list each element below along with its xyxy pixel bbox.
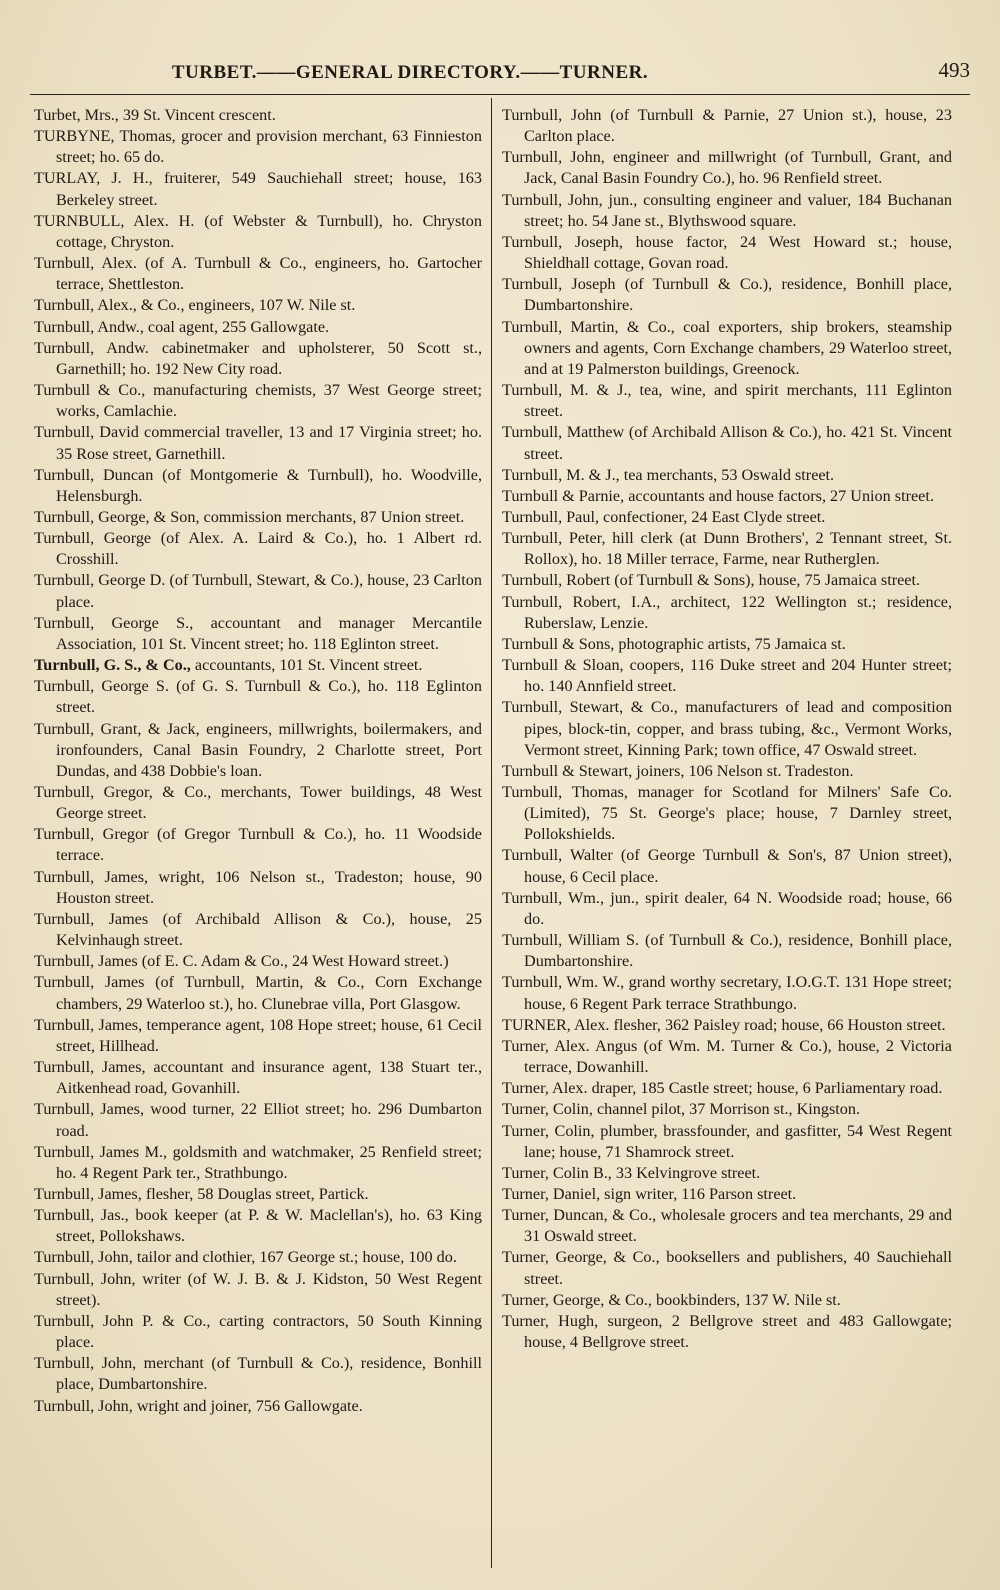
entry-text: Turnbull, James, wood turner, 22 Elliot street; ho. 296 Dumbarton road. — [34, 1100, 482, 1140]
directory-entry — [502, 190, 952, 232]
entry-text: Turnbull, Stewart, & Co., manufacturers of lead and composition pipes, block-tin, copper, and brass tubing, &c., Vermont Works, Vermont street, Kinning Park; town office, 47 Oswald street. — [502, 698, 952, 759]
directory-entry — [34, 168, 482, 210]
directory-entry — [34, 1099, 482, 1141]
directory-entry — [34, 951, 482, 972]
directory-entry — [34, 1184, 482, 1205]
entry-text: Turnbull, James (of Archibald Allison & Co.), house, 25 Kelvinhaugh street. — [34, 909, 482, 950]
entry-text: Turnbull, Wm. W., grand worthy secretary, I.O.G.T. 131 Hope street; house, 6 Regent Park terrace Strathbungo. — [502, 973, 952, 1013]
directory-entry — [502, 147, 952, 189]
entry-text: Turnbull, John, engineer and millwright (of Turnbull, Grant, and Jack, Canal Basin Foundry Co.), ho. 96 Renfield street. — [502, 148, 952, 188]
entry-text: accountants, 101 St. Vincent street. — [190, 656, 423, 675]
entry-text: Turnbull, Gregor (of Gregor Turnbull & Co.), ho. 11 Woodside terrace. — [34, 825, 482, 865]
entry-text: TURBYNE, Thomas, grocer and provision merchant, 63 Finnieston street; ho. 65 do. — [34, 127, 482, 167]
entry-text: Turnbull, Robert (of Turnbull & Sons), house, 75 Jamaica street. — [502, 571, 921, 590]
directory-entry — [502, 782, 952, 845]
directory-entry — [502, 1078, 952, 1099]
entry-text: Turnbull, Thomas, manager for Scotland for Milners' Safe Co. (Limited), 75 St. George's place; house, 7 Darnley street, Pollokshields. — [502, 783, 952, 844]
directory-entry — [34, 909, 482, 951]
page-number: 493 — [938, 58, 970, 82]
entry-text: Turnbull, Walter (of George Turnbull & Son's, 87 Union street), house, 6 Cecil place. — [502, 846, 952, 886]
directory-entry — [34, 422, 482, 464]
directory-entry — [34, 1353, 482, 1395]
directory-entry — [34, 570, 482, 612]
entry-text: Turner, Duncan, & Co., wholesale grocers and tea merchants, 29 and 31 Oswald street. — [502, 1206, 952, 1246]
directory-entry — [34, 1247, 482, 1268]
entry-text: Turnbull, James, temperance agent, 108 Hope street; house, 61 Cecil street, Hillhead. — [34, 1015, 482, 1055]
entry-text: Turnbull & Sloan, coopers, 116 Duke street and 204 Hunter street; ho. 140 Annfield street. — [502, 656, 952, 696]
directory-entry — [34, 1015, 482, 1057]
entry-text: Turnbull, Alex., & Co., engineers, 107 W. Nile st. — [34, 296, 356, 315]
directory-entry — [502, 1184, 952, 1205]
directory-entry — [502, 1311, 952, 1353]
directory-entry — [502, 1247, 952, 1289]
directory-entry — [502, 274, 952, 316]
directory-entry — [34, 613, 482, 655]
entry-text: Turnbull & Co., manufacturing chemists, 37 West George street; works, Camlachie. — [34, 381, 482, 421]
entry-text: Turner, Alex. draper, 185 Castle street; house, 6 Parliamentary road. — [502, 1079, 943, 1098]
directory-entry — [502, 972, 952, 1014]
directory-entry — [34, 1396, 482, 1417]
entry-text: Turnbull, John P. & Co., carting contractors, 50 South Kinning place. — [34, 1311, 482, 1352]
entry-text: Turnbull, Jas., book keeper (at P. & W. Maclellan's), ho. 63 King street, Pollokshaws. — [34, 1206, 482, 1246]
entry-text: Turnbull & Parnie, accountants and house factors, 27 Union street. — [502, 486, 934, 505]
entry-text: Turner, Colin, channel pilot, 37 Morrison st., Kingston. — [502, 1100, 861, 1119]
directory-entry — [502, 1163, 952, 1184]
directory-entry — [502, 1205, 952, 1247]
directory-entry — [34, 719, 482, 782]
directory-entry — [34, 338, 482, 380]
entry-text: Turnbull, John, wright and joiner, 756 Gallowgate. — [34, 1396, 363, 1415]
entry-text: Turnbull, Joseph, house factor, 24 West Howard st.; house, Shieldhall cottage, Govan road. — [502, 232, 952, 273]
entry-text: Turnbull & Stewart, joiners, 106 Nelson st. Tradeston. — [502, 761, 854, 780]
entry-text: Turnbull, James (of E. C. Adam & Co., 24 West Howard street.) — [34, 952, 449, 971]
entry-text: Turnbull, George (of Alex. A. Laird & Co.), ho. 1 Albert rd. Crosshill. — [34, 529, 482, 569]
directory-entry — [502, 317, 952, 380]
directory-entry — [502, 570, 952, 591]
entry-text: Turnbull, John, tailor and clothier, 167 George st.; house, 100 do. — [34, 1248, 457, 1267]
directory-entry — [502, 592, 952, 634]
entry-text: Turnbull, M. & J., tea merchants, 53 Oswald street. — [502, 465, 835, 484]
directory-entry — [34, 317, 482, 338]
directory-entry — [502, 697, 952, 760]
entry-text: Turner, Colin, plumber, brassfounder, and gasfitter, 54 West Regent lane; house, 71 Shamrock street. — [502, 1121, 952, 1161]
entry-text: TURNER, Alex. flesher, 362 Paisley road; house, 66 Houston street. — [502, 1015, 946, 1034]
directory-entry — [34, 211, 482, 253]
directory-entry — [34, 1269, 482, 1311]
entry-text: Turnbull, George S. (of G. S. Turnbull & Co.), ho. 118 Eglinton street. — [34, 677, 482, 717]
directory-entry — [502, 507, 952, 528]
entry-text: Turnbull, James, accountant and insurance agent, 138 Stuart ter., Aitkenhead road, Govanhill. — [34, 1058, 482, 1098]
entry-text: Turbet, Mrs., 39 St. Vincent crescent. — [34, 106, 276, 124]
right-column — [502, 105, 952, 1353]
directory-entry — [502, 528, 952, 570]
entry-text: Turner, George, & Co., bookbinders, 137 W. Nile st. — [502, 1290, 841, 1309]
directory-entry — [34, 126, 482, 168]
entry-text: Turnbull, Joseph (of Turnbull & Co.), residence, Bonhill place, Dumbartonshire. — [502, 275, 952, 315]
directory-entry — [34, 676, 482, 718]
directory-entry — [502, 1036, 952, 1078]
entry-text: Turnbull, Matthew (of Archibald Allison & Co.), ho. 421 St. Vincent street. — [502, 423, 952, 463]
entry-text: Turnbull, David commercial traveller, 13 and 17 Virginia street; ho. 35 Rose street, Garnethill. — [34, 423, 482, 463]
directory-entry — [34, 528, 482, 570]
directory-entry — [502, 655, 952, 697]
column-divider — [491, 98, 492, 1568]
entry-bold-name: Turnbull, G. S., & Co., — [34, 656, 191, 675]
directory-entry — [34, 867, 482, 909]
entry-text: Turnbull, John (of Turnbull & Parnie, 27 Union st.), house, 23 Carlton place. — [502, 106, 952, 146]
page-header — [30, 58, 970, 88]
entry-text: Turnbull, Peter, hill clerk (at Dunn Brothers', 2 Tennant street, St. Rollox), ho. 18 Miller terrace, Farme, near Rutherglen. — [502, 529, 952, 569]
directory-entry — [34, 253, 482, 295]
directory-entry — [502, 1099, 952, 1120]
directory-entry — [34, 1142, 482, 1184]
entry-text: Turnbull & Sons, photographic artists, 75 Jamaica st. — [502, 634, 846, 653]
entry-text: Turnbull, M. & J., tea, wine, and spirit merchants, 111 Eglinton street. — [502, 381, 952, 421]
entry-text: Turnbull, George, & Son, commission merchants, 87 Union street. — [34, 507, 465, 526]
entry-text: Turnbull, Paul, confectioner, 24 East Clyde street. — [502, 507, 826, 526]
entry-text: Turnbull, Gregor, & Co., merchants, Tower buildings, 48 West George street. — [34, 783, 482, 823]
directory-entry — [34, 972, 482, 1014]
entry-text: Turnbull, Andw. cabinetmaker and upholsterer, 50 Scott st., Garnethill; ho. 192 New City road. — [34, 338, 482, 378]
entry-text: Turnbull, John, merchant (of Turnbull & Co.), residence, Bonhill place, Dumbartonshire. — [34, 1354, 482, 1394]
directory-entry — [502, 105, 952, 147]
directory-entry — [34, 1311, 482, 1353]
entry-text: Turnbull, William S. (of Turnbull & Co.), residence, Bonhill place, Dumbartonshire. — [502, 931, 952, 971]
entry-text: Turnbull, Alex. (of A. Turnbull & Co., engineers, ho. Gartocher terrace, Shettleston. — [34, 254, 482, 294]
entry-text: Turner, Alex. Angus (of Wm. M. Turner & Co.), house, 2 Victoria terrace, Dowanhill. — [502, 1036, 952, 1077]
directory-entry — [502, 486, 952, 507]
entry-text: Turner, Hugh, surgeon, 2 Bellgrove street and 483 Gallowgate; house, 4 Bellgrove street. — [502, 1311, 952, 1352]
entry-text: Turner, George, & Co., booksellers and publishers, 40 Sauchiehall street. — [502, 1248, 952, 1288]
directory-entry — [502, 634, 952, 655]
directory-entry — [34, 380, 482, 422]
directory-entry — [34, 824, 482, 866]
directory-entry — [502, 1290, 952, 1311]
entry-text: Turnbull, John, writer (of W. J. B. & J. Kidston, 50 West Regent street). — [34, 1269, 482, 1309]
entry-text: Turnbull, James M., goldsmith and watchmaker, 25 Renfield street; ho. 4 Regent Park ter., Strathbungo. — [34, 1142, 482, 1182]
entry-text: TURLAY, J. H., fruiterer, 549 Sauchiehall street; house, 163 Berkeley street. — [34, 169, 482, 209]
entry-text: Turnbull, James (of Turnbull, Martin, & Co., Corn Exchange chambers, 29 Waterloo st.), ho. Clunebrae villa, Port Glasgow. — [34, 973, 482, 1013]
entry-text: Turnbull, Andw., coal agent, 255 Gallowgate. — [34, 317, 330, 336]
entry-text: Turnbull, George D. (of Turnbull, Stewart, & Co.), house, 23 Carlton place. — [34, 571, 482, 611]
directory-entry — [502, 1015, 952, 1036]
entry-text: Turnbull, Martin, & Co., coal exporters, ship brokers, steamship owners and agents, Corn Exchange chambers, 29 Waterloo street, and at 19 Palmerston buildings, Greenock. — [502, 317, 952, 378]
entry-text: Turnbull, Grant, & Jack, engineers, millwrights, boilermakers, and ironfounders, Canal Basin Foundry, 2 Charlotte street, Port Dundas, and 438 Dobbie's loan. — [34, 719, 482, 780]
directory-entry — [502, 930, 952, 972]
directory-entry — [34, 782, 482, 824]
entry-text: Turnbull, James, flesher, 58 Douglas street, Partick. — [34, 1184, 369, 1203]
entry-text: Turnbull, Duncan (of Montgomerie & Turnbull), ho. Woodville, Helensburgh. — [34, 465, 482, 505]
left-column — [34, 105, 482, 1417]
directory-entry — [34, 655, 482, 676]
directory-entry — [502, 465, 952, 486]
directory-entry — [502, 761, 952, 782]
directory-entry — [34, 1205, 482, 1247]
entry-text: Turnbull, Robert, I.A., architect, 122 Wellington st.; residence, Ruberslaw, Lenzie. — [502, 592, 952, 632]
directory-entry — [502, 380, 952, 422]
directory-entry — [502, 232, 952, 274]
entry-text: Turner, Daniel, sign writer, 116 Parson street. — [502, 1184, 797, 1203]
entry-text: Turnbull, George S., accountant and manager Mercantile Association, 101 St. Vincent street; ho. 118 Eglinton street. — [34, 613, 482, 653]
directory-entry — [502, 422, 952, 464]
entry-text: Turnbull, James, wright, 106 Nelson st., Tradeston; house, 90 Houston street. — [34, 867, 482, 907]
entry-text: Turnbull, Wm., jun., spirit dealer, 64 N. Woodside road; house, 66 do. — [502, 888, 952, 928]
directory-entry — [502, 1121, 952, 1163]
directory-entry — [34, 295, 482, 316]
entry-text: Turnbull, John, jun., consulting engineer and valuer, 184 Buchanan street; ho. 54 Jane st., Blythswood square. — [502, 190, 952, 230]
directory-entry — [34, 105, 482, 126]
directory-entry — [34, 507, 482, 528]
directory-entry — [502, 845, 952, 887]
entry-text: Turner, Colin B., 33 Kelvingrove street. — [502, 1163, 761, 1182]
entry-text: TURNBULL, Alex. H. (of Webster & Turnbull), ho. Chryston cottage, Chryston. — [34, 211, 482, 251]
directory-entry — [34, 1057, 482, 1099]
running-title: TURBET.——GENERAL DIRECTORY.——TURNER. — [171, 62, 649, 83]
directory-entry — [34, 465, 482, 507]
header-rule — [30, 94, 970, 95]
directory-entry — [502, 888, 952, 930]
